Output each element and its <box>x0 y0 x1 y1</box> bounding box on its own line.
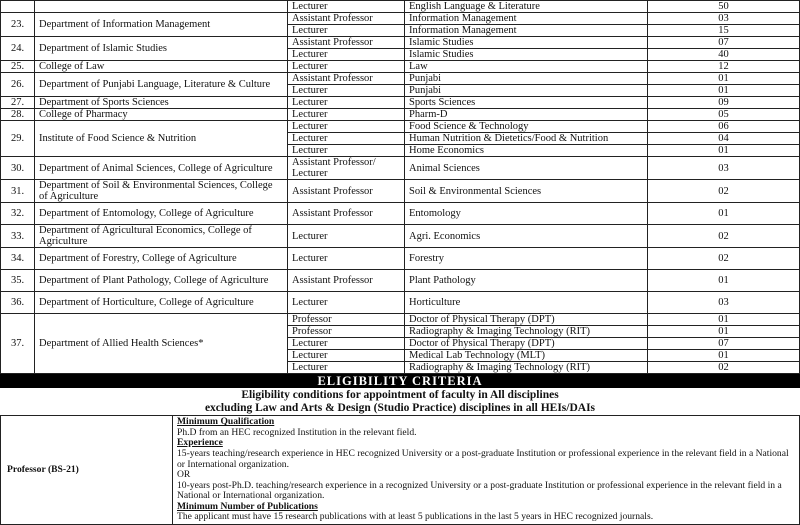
post-title: Lecturer <box>288 248 405 270</box>
discipline: Sports Sciences <box>405 97 648 109</box>
discipline: Agri. Economics <box>405 225 648 248</box>
table-row <box>1 13 800 25</box>
post-count: 04 <box>648 133 800 145</box>
post-count: 01 <box>648 314 800 326</box>
publications-text: The applicant must have 15 research publications with at least 5 publications in the last 5 years in HEC recognized journals. <box>177 511 654 523</box>
department-name: College of Pharmacy <box>35 109 288 121</box>
table-row <box>1 157 800 180</box>
serial-number: 28. <box>1 109 35 121</box>
department-name: Department of Agricultural Economics, College of Agriculture <box>35 225 288 248</box>
post-count: 03 <box>648 13 800 25</box>
post-title: Lecturer <box>288 85 405 97</box>
department-name: Department of Horticulture, College of Agriculture <box>35 292 288 314</box>
post-title: Lecturer <box>288 362 405 374</box>
serial-number: 25. <box>1 61 35 73</box>
publications-heading: Minimum Number of Publications <box>177 500 318 512</box>
post-count: 01 <box>648 326 800 338</box>
table-row <box>1 248 800 270</box>
experience-text-2: 10-years post-Ph.D. teaching/research experience in a recognized University or a post-graduate Institution or professional experience in the relevant field in a National or International organization. <box>177 479 782 502</box>
criteria-table <box>0 415 800 524</box>
posts-table-body <box>1 1 800 374</box>
post-title: Assistant Professor <box>288 37 405 49</box>
discipline: Islamic Studies <box>405 37 648 49</box>
serial-number: 30. <box>1 157 35 180</box>
post-count: 01 <box>648 85 800 97</box>
serial-number: 31. <box>1 180 35 203</box>
discipline: Horticulture <box>405 292 648 314</box>
post-title: Professor <box>288 314 405 326</box>
post-title: Lecturer <box>288 133 405 145</box>
post-count: 05 <box>648 109 800 121</box>
criteria-row <box>1 416 800 524</box>
serial-number: 34. <box>1 248 35 270</box>
discipline: Animal Sciences <box>405 157 648 180</box>
post-count: 40 <box>648 49 800 61</box>
post-count: 03 <box>648 157 800 180</box>
post-count: 12 <box>648 61 800 73</box>
post-title: Lecturer <box>288 49 405 61</box>
post-count: 01 <box>648 270 800 292</box>
discipline: Law <box>405 61 648 73</box>
discipline: Information Management <box>405 25 648 37</box>
discipline: Punjabi <box>405 73 648 85</box>
post-title: Assistant Professor <box>288 270 405 292</box>
eligibility-title-line-1: Eligibility conditions for appointment of faculty in All disciplines <box>241 389 559 402</box>
table-row <box>1 37 800 49</box>
post-count: 01 <box>648 73 800 85</box>
serial-number: 37. <box>1 314 35 374</box>
eligibility-title <box>0 388 800 415</box>
serial-number: 36. <box>1 292 35 314</box>
post-count: 07 <box>648 338 800 350</box>
post-count: 02 <box>648 362 800 374</box>
post-title: Lecturer <box>288 61 405 73</box>
department-name: Department of Islamic Studies <box>35 37 288 61</box>
table-row <box>1 97 800 109</box>
eligibility-title-line-2: excluding Law and Arts & Design (Studio Practice) disciplines in all HEIs/DAIs <box>204 402 596 415</box>
table-row <box>1 109 800 121</box>
discipline: Plant Pathology <box>405 270 648 292</box>
post-count: 02 <box>648 180 800 203</box>
discipline: Forestry <box>405 248 648 270</box>
table-row <box>1 121 800 133</box>
post-title: Assistant Professor <box>288 13 405 25</box>
discipline: Information Management <box>405 13 648 25</box>
table-row <box>1 270 800 292</box>
post-count: 06 <box>648 121 800 133</box>
post-count: 02 <box>648 225 800 248</box>
discipline: Pharm-D <box>405 109 648 121</box>
discipline: Punjabi <box>405 85 648 97</box>
table-row <box>1 314 800 326</box>
post-count: 09 <box>648 97 800 109</box>
serial-number: 32. <box>1 203 35 225</box>
table-row <box>1 225 800 248</box>
post-count: 01 <box>648 145 800 157</box>
serial-number: 35. <box>1 270 35 292</box>
post-count: 50 <box>648 1 800 13</box>
serial-number: 23. <box>1 13 35 37</box>
post-title: Assistant Professor <box>288 73 405 85</box>
min-qualification-heading: Minimum Qualification <box>177 416 275 428</box>
department-name: Department of Forestry, College of Agriculture <box>35 248 288 270</box>
post-title: Professor <box>288 326 405 338</box>
department-name: Institute of Food Science & Nutrition <box>35 121 288 157</box>
post-title: Lecturer <box>288 338 405 350</box>
post-title: Lecturer <box>288 109 405 121</box>
serial-number: 29. <box>1 121 35 157</box>
department-name: Department of Sports Sciences <box>35 97 288 109</box>
table-row <box>1 1 800 13</box>
department-name: Department of Punjabi Language, Literature & Culture <box>35 73 288 97</box>
discipline: Radiography & Imaging Technology (RIT) <box>405 362 648 374</box>
rank-label: Professor (BS-21) <box>1 416 173 524</box>
post-count: 02 <box>648 248 800 270</box>
serial-number: 27. <box>1 97 35 109</box>
experience-text-1: 15-years teaching/research experience in HEC recognized University or a post-graduate Institution or professional experience in the relevant field in a National or International organization. <box>177 448 789 470</box>
discipline: Soil & Environmental Sciences <box>405 180 648 203</box>
post-count: 01 <box>648 203 800 225</box>
serial-number: 24. <box>1 37 35 61</box>
experience-or: OR <box>177 469 191 481</box>
post-count: 07 <box>648 37 800 49</box>
table-row <box>1 203 800 225</box>
post-count: 01 <box>648 350 800 362</box>
department-name: Department of Soil & Environmental Sciences, College of Agriculture <box>35 180 288 203</box>
eligibility-banner: ELIGIBILITY CRITERIA <box>0 374 800 388</box>
post-title: Lecturer <box>288 145 405 157</box>
discipline: English Language & Literature <box>405 1 648 13</box>
discipline: Entomology <box>405 203 648 225</box>
department-name: Department of Allied Health Sciences* <box>35 314 288 374</box>
experience-heading: Experience <box>177 437 223 449</box>
post-title: Lecturer <box>288 97 405 109</box>
serial-number: 26. <box>1 73 35 97</box>
discipline: Human Nutrition & Dietetics/Food & Nutrition <box>405 133 648 145</box>
post-title: Lecturer <box>288 350 405 362</box>
discipline: Medical Lab Technology (MLT) <box>405 350 648 362</box>
discipline: Doctor of Physical Therapy (DPT) <box>405 314 648 326</box>
table-row <box>1 180 800 203</box>
post-title: Assistant Professor <box>288 180 405 203</box>
post-title: Lecturer <box>288 121 405 133</box>
serial-number <box>1 1 35 13</box>
post-title: Lecturer <box>288 25 405 37</box>
department-name: Department of Plant Pathology, College of Agriculture <box>35 270 288 292</box>
department-name: Department of Information Management <box>35 13 288 37</box>
post-title: Lecturer <box>288 225 405 248</box>
min-qualification-text: Ph.D from an HEC recognized Institution in the relevant field. <box>177 426 417 438</box>
post-count: 03 <box>648 292 800 314</box>
discipline: Food Science & Technology <box>405 121 648 133</box>
department-name: College of Law <box>35 61 288 73</box>
department-name <box>35 1 288 13</box>
table-row <box>1 73 800 85</box>
post-title: Lecturer <box>288 292 405 314</box>
table-row <box>1 292 800 314</box>
serial-number: 33. <box>1 225 35 248</box>
discipline: Islamic Studies <box>405 49 648 61</box>
discipline: Radiography & Imaging Technology (RIT) <box>405 326 648 338</box>
post-count: 15 <box>648 25 800 37</box>
department-name: Department of Entomology, College of Agriculture <box>35 203 288 225</box>
post-title: Lecturer <box>288 1 405 13</box>
table-row <box>1 61 800 73</box>
criteria-details <box>173 416 800 524</box>
department-name: Department of Animal Sciences, College of Agriculture <box>35 157 288 180</box>
post-title: Assistant Professor <box>288 203 405 225</box>
post-title: Assistant Professor/ Lecturer <box>288 157 405 180</box>
discipline: Doctor of Physical Therapy (DPT) <box>405 338 648 350</box>
discipline: Home Economics <box>405 145 648 157</box>
